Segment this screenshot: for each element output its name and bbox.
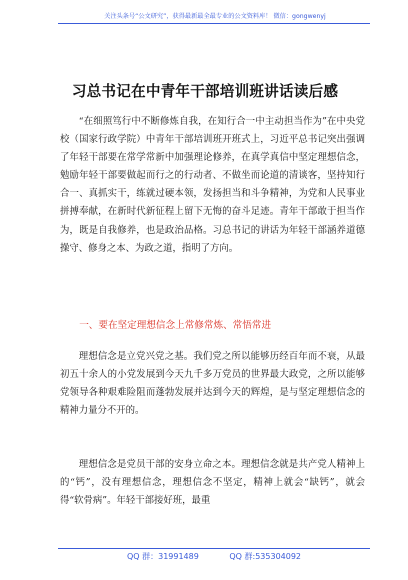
document-title: 习总书记在中青年干部培训班讲话读后感 <box>71 83 339 100</box>
header-divider <box>58 23 370 24</box>
header-banner-link[interactable]: 关注头条号“公文研究”，获得最新最全最专业的公文资料库！ 微信：gongwenyj <box>104 13 326 20</box>
footer-contacts <box>58 551 370 563</box>
section-heading-1: 一、要在坚定理想信念上常修常炼、常悟常进 <box>79 320 272 331</box>
footer-qq-group-2[interactable]: QQ 群:535304092 <box>229 552 302 561</box>
footer-divider <box>58 548 370 549</box>
footer-qq-group-1[interactable]: QQ 群：31991489 <box>126 552 199 561</box>
paragraph-ideals-foundation: 理想信念是立党兴党之基。我们党之所以能够历经百年而不衰，从最初五十余人的小党发展到今天九千多万党员的世界最大政党，之所以能够党领导各种艰难险阻而蓬勃发展并达到今天的辉煌，是与坚定理想信念的精神力量分不开的。 <box>60 351 365 417</box>
paragraph-ideals-calcium: 理想信念是党员干部的安身立命之本。理想信念就是共产党人精神上的“钙”，没有理想信念，理想信念不坚定，精神上就会“缺钙”，就会得“软骨病”。年轻干部接好班，最重 <box>60 459 365 507</box>
paragraph-intro: “在细照笃行中不断修炼自我，在知行合一中主动担当作为”在中央党校（国家行政学院）中青年干部培训班开班式上，习近平总书记突出强调了年轻干部要在常学常新中加强理论修养，在真学真信中坚定理想信念，勉励年轻干部要做起而行之的行动者、不做坐而论道的清谈客，坚持知行合一、真抓实干，练就过硬本领，发扬担当和斗争精神，为党和人民事业拼搏奉献，在新时代新征程上留下无悔的奋斗足迹。青年干部敢于担当作为，既是自我修养，也是政治品格。习总书记的讲话为年轻干部涵养道德操守、修身之本、为政之道，指明了方向。 <box>60 116 365 254</box>
